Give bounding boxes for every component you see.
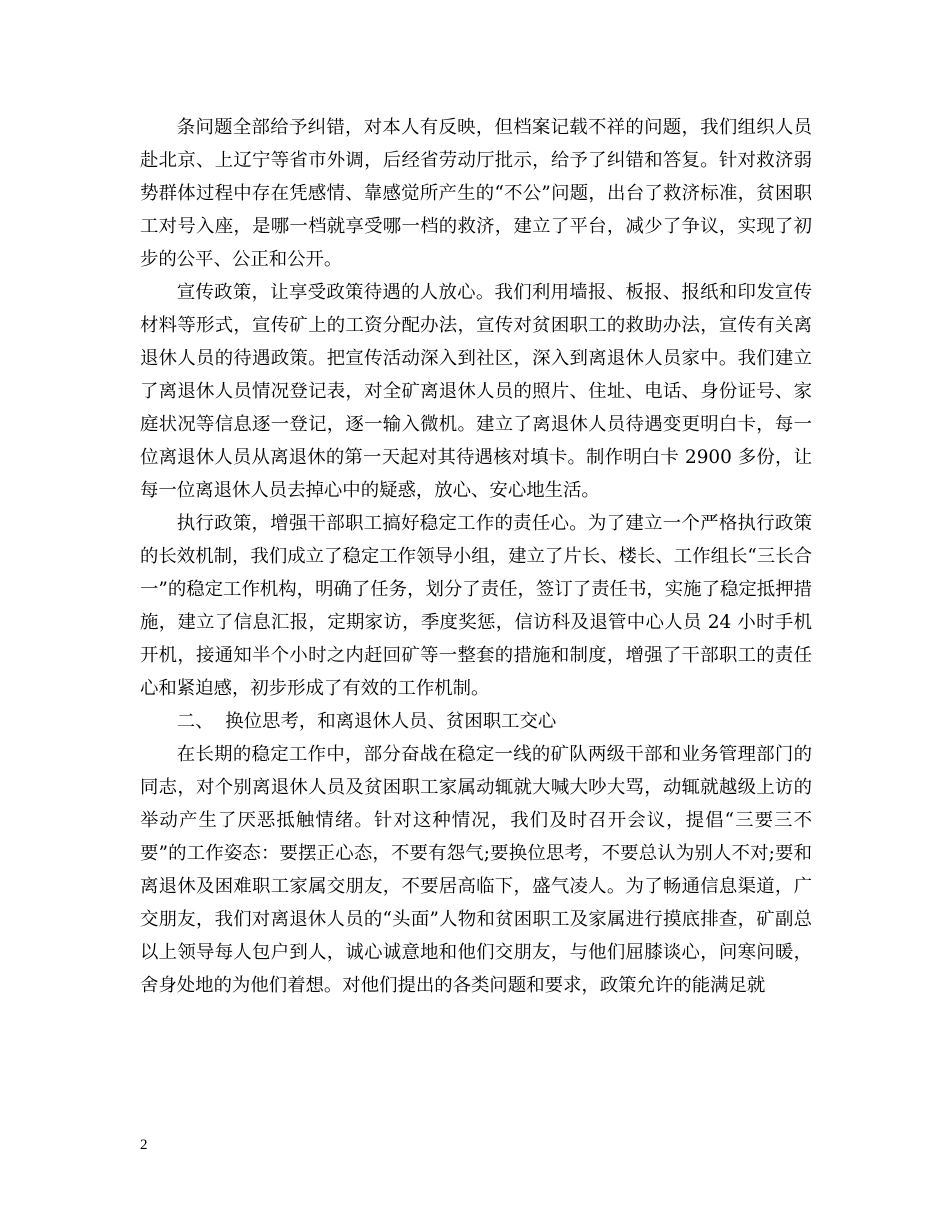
page-number: 2: [140, 1137, 148, 1153]
section-heading: 二、 换位思考，和离退休人员、贫困职工交心: [176, 711, 557, 732]
paragraph-2: 宣传政策，让享受政策待遇的人放心。我们利用墙报、板报、报纸和印发宣传材料等形式，宣传矿上的工资分配办法，宣传对贫困职工的救助办法，宣传有关离退休人员的待遇政策。把宣传活动深入到社区，深入到离退休人员家中。我们建立了离退休人员情况登记表，对全矿离退休人员的照片、住址、电话、身份证号、家庭状况等信息逐一登记，逐一输入微机。建立了离退休人员待遇变更明白卡，每一位离退休人员从离退休的第一天起对其待遇核对填卡。制作明白卡 2900 多份，让每一位离退休人员去掉心中的疑惑，放心、安心地生活。: [140, 282, 812, 501]
paragraph-4: 在长期的稳定工作中，部分奋战在稳定一线的矿队两级干部和业务管理部门的同志，对个别离退休人员及贫困职工家属动辄就大喊大吵大骂，动辄就越级上访的举动产生了厌恶抵触情绪。针对这种情况，我们及时召开会议，提倡“三要三不要”的工作姿态：要摆正心态，不要有怨气;要换位思考，不要总认为别人不对;要和离退休及困难职工家属交朋友，不要居高临下，盛气凌人。为了畅通信息渠道，广交朋友，我们对离退休人员的“头面”人物和贫困职工及家属进行摸底排查，矿副总以上领导每人包户到人，诚心诚意地和他们交朋友，与他们屈膝谈心，问寒问暖，舍身处地的为他们着想。对他们提出的各类问题和要求，政策允许的能满足就: [140, 744, 812, 996]
paragraph-3: 执行政策，增强干部职工搞好稳定工作的责任心。为了建立一个严格执行政策的长效机制，我们成立了稳定工作领导小组，建立了片长、楼长、工作组长“三长合一”的稳定工作机构，明确了任务，划分了责任，签订了责任书，实施了稳定抵押措施，建立了信息汇报，定期家访，季度奖惩，信访科及退管中心人员 24 小时手机开机，接通知半个小时之内赶回矿等一整套的措施和制度，增强了干部职工的责任心和紧迫感，初步形成了有效的工作机制。: [140, 513, 812, 699]
document-body: [140, 111, 812, 1002]
paragraph-1: 条问题全部给予纠错，对本人有反映，但档案记载不祥的问题，我们组织人员赴北京、上辽宁等省市外调，后经省劳动厅批示，给予了纠错和答复。针对救济弱势群体过程中存在凭感情、靠感觉所产生的“不公”问题，出台了救济标准，贫困职工对号入座，是哪一档就享受哪一档的救济，建立了平台，减少了争议，实现了初步的公平、公正和公开。: [140, 117, 812, 270]
